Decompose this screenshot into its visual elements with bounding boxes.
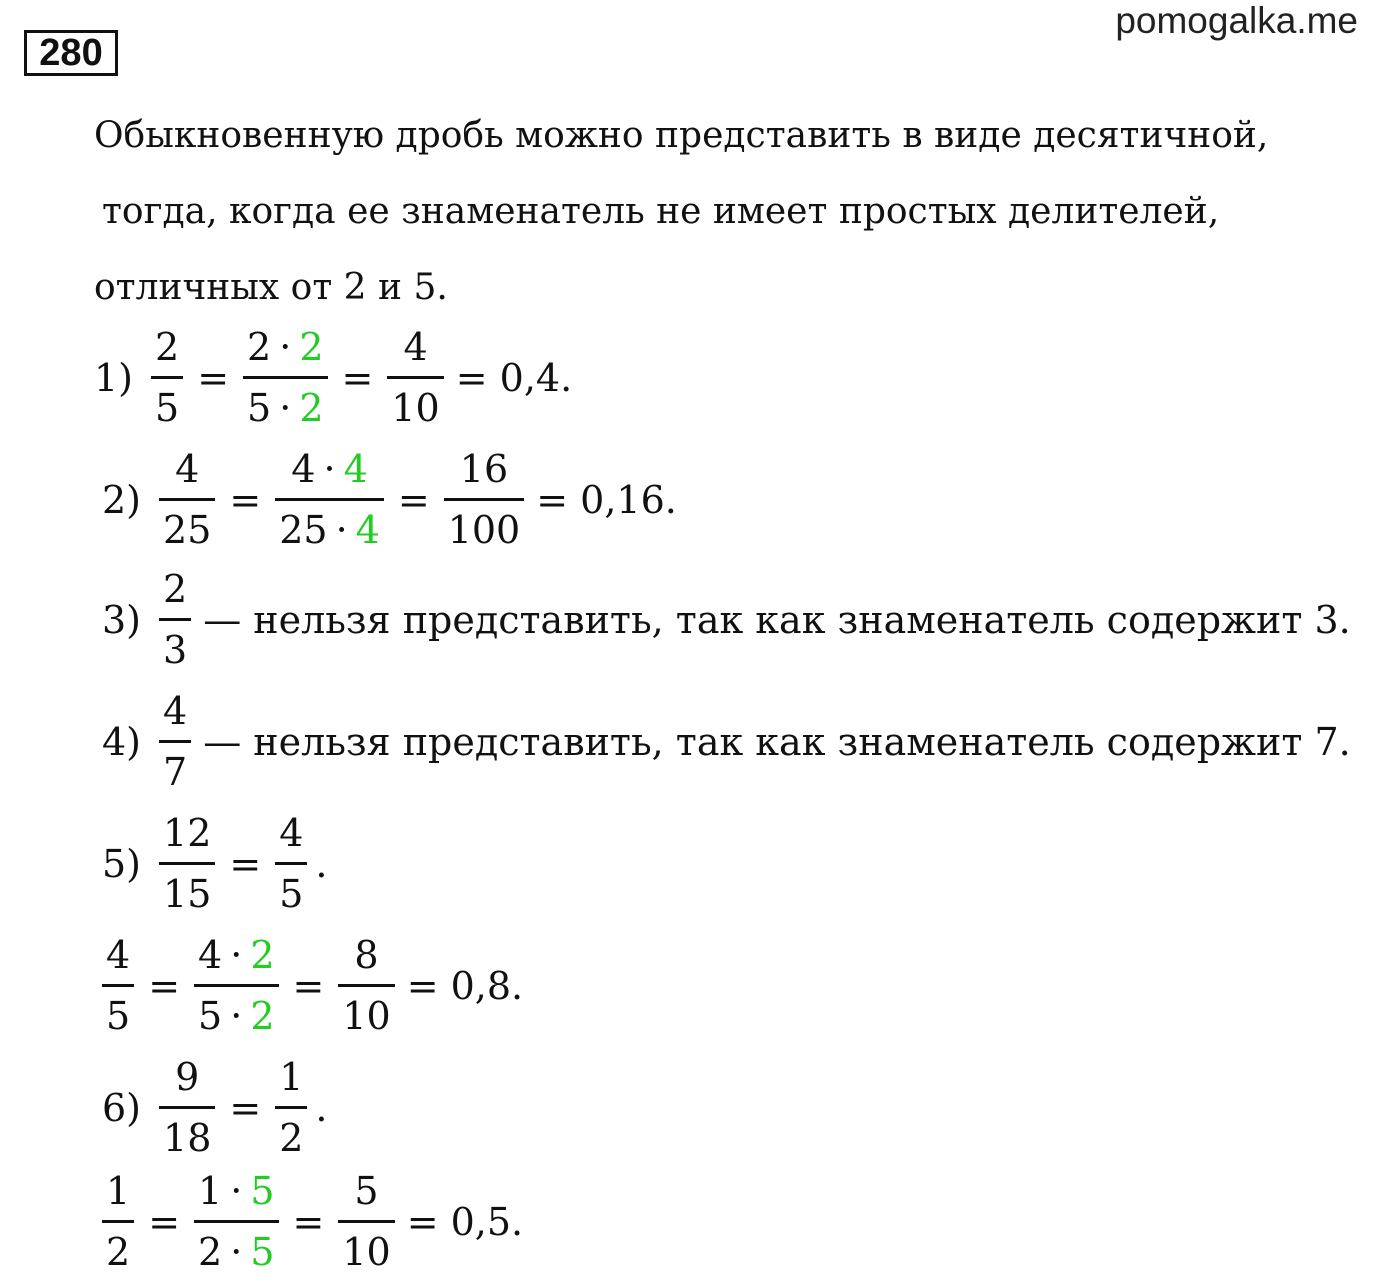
denominator: 2 xyxy=(106,1230,131,1274)
fraction xyxy=(387,318,443,437)
multiply-dot: · xyxy=(279,386,292,430)
highlight-factor: 2 xyxy=(250,994,275,1038)
factor: 5 xyxy=(198,994,223,1038)
denominator: 10 xyxy=(391,386,440,430)
item-label: 4) xyxy=(102,719,142,764)
item-label: 3) xyxy=(102,597,142,642)
fraction xyxy=(243,318,327,437)
item-label: 5) xyxy=(102,841,142,886)
highlight-factor: 4 xyxy=(355,508,380,552)
equals-sign: = xyxy=(148,1199,181,1244)
equals-sign: = xyxy=(148,963,181,1008)
numerator: 16 xyxy=(459,447,509,491)
explanation: — нельзя представить, так как знаменатель содержит 7. xyxy=(203,719,1351,764)
denominator: 100 xyxy=(447,508,521,552)
highlight-factor: 5 xyxy=(250,1169,275,1213)
numerator: 4 xyxy=(106,933,131,977)
fraction xyxy=(159,804,215,923)
result: = 0,16. xyxy=(536,477,677,522)
multiply-dot: · xyxy=(335,508,348,552)
equals-sign: = xyxy=(397,477,430,522)
fraction xyxy=(444,440,525,559)
equals-sign: = xyxy=(197,355,230,400)
multiply-dot: · xyxy=(230,994,243,1038)
fraction xyxy=(338,926,394,1045)
factor: 2 xyxy=(198,1230,223,1274)
denominator: 10 xyxy=(342,1230,391,1274)
denominator: 15 xyxy=(163,872,212,916)
factor: 4 xyxy=(291,447,316,491)
factor: 1 xyxy=(198,1169,223,1213)
multiply-dot: · xyxy=(323,447,336,491)
fraction xyxy=(159,682,191,801)
task-number: 280 xyxy=(24,30,118,76)
numerator: 4 xyxy=(403,325,428,369)
item-2 xyxy=(102,440,677,559)
numerator: 4 xyxy=(163,689,188,733)
fraction xyxy=(159,1048,215,1167)
denominator: 2 xyxy=(279,1116,304,1160)
highlight-factor: 4 xyxy=(343,447,368,491)
denominator xyxy=(275,501,384,559)
period: . xyxy=(315,1085,328,1130)
equals-sign: = xyxy=(341,355,374,400)
multiply-dot: · xyxy=(230,1169,243,1213)
numerator xyxy=(243,318,327,376)
numerator: 2 xyxy=(155,325,180,369)
factor: 2 xyxy=(247,325,272,369)
denominator: 7 xyxy=(163,750,188,794)
fraction xyxy=(151,318,183,437)
denominator: 5 xyxy=(279,872,304,916)
numerator: 4 xyxy=(175,447,200,491)
numerator: 1 xyxy=(279,1055,304,1099)
highlight-factor: 2 xyxy=(299,386,324,430)
numerator: 9 xyxy=(175,1055,200,1099)
numerator xyxy=(287,440,371,498)
equals-sign: = xyxy=(229,1085,262,1130)
highlight-factor: 2 xyxy=(299,325,324,369)
factor: 5 xyxy=(247,386,272,430)
fraction xyxy=(275,440,384,559)
site-watermark: pomogalka.me xyxy=(1115,0,1358,41)
equals-sign: = xyxy=(292,963,325,1008)
intro-line-2: тогда, когда ее знаменатель не имеет простых делителей, xyxy=(102,191,1220,232)
fraction xyxy=(102,1162,134,1281)
fraction xyxy=(102,926,134,1045)
numerator xyxy=(194,1162,278,1220)
multiply-dot: · xyxy=(230,1230,243,1274)
intro-line-3: отличных от 2 и 5. xyxy=(94,267,448,308)
denominator: 25 xyxy=(163,508,212,552)
denominator: 5 xyxy=(106,994,131,1038)
denominator xyxy=(194,987,278,1045)
equals-sign: = xyxy=(229,477,262,522)
item-1 xyxy=(94,318,572,437)
fraction xyxy=(159,560,191,679)
explanation: — нельзя представить, так как знаменатель содержит 3. xyxy=(203,597,1351,642)
factor: 25 xyxy=(279,508,328,552)
item-label: 1) xyxy=(94,355,134,400)
item-6-conversion xyxy=(94,1162,523,1281)
intro-line-1: Обыкновенную дробь можно представить в виде десятичной, xyxy=(94,115,1269,156)
equals-sign: = xyxy=(292,1199,325,1244)
fraction xyxy=(159,440,215,559)
item-label: 6) xyxy=(102,1085,142,1130)
item-4 xyxy=(102,682,1351,801)
numerator: 2 xyxy=(163,567,188,611)
multiply-dot: · xyxy=(279,325,292,369)
fraction xyxy=(275,1048,307,1167)
denominator: 10 xyxy=(342,994,391,1038)
highlight-factor: 2 xyxy=(250,933,275,977)
intro-text xyxy=(94,98,1268,326)
multiply-dot: · xyxy=(230,933,243,977)
fraction xyxy=(338,1162,394,1281)
equals-sign: = xyxy=(229,841,262,886)
period: . xyxy=(315,841,328,886)
result: = 0,8. xyxy=(406,963,524,1008)
item-3 xyxy=(102,560,1351,679)
fraction xyxy=(194,1162,278,1281)
item-5 xyxy=(102,804,328,923)
factor: 4 xyxy=(198,933,223,977)
item-6 xyxy=(102,1048,328,1167)
item-label: 2) xyxy=(102,477,142,522)
denominator xyxy=(194,1223,278,1281)
numerator: 12 xyxy=(163,811,212,855)
fraction xyxy=(194,926,278,1045)
result: = 0,4. xyxy=(455,355,573,400)
denominator: 3 xyxy=(163,628,188,672)
numerator xyxy=(194,926,278,984)
fraction xyxy=(275,804,307,923)
numerator: 1 xyxy=(106,1169,131,1213)
highlight-factor: 5 xyxy=(250,1230,275,1274)
denominator: 5 xyxy=(155,386,180,430)
denominator: 18 xyxy=(163,1116,212,1160)
denominator xyxy=(243,379,327,437)
item-5-conversion xyxy=(94,926,523,1045)
numerator: 4 xyxy=(279,811,304,855)
numerator: 5 xyxy=(354,1169,379,1213)
numerator: 8 xyxy=(354,933,379,977)
result: = 0,5. xyxy=(406,1199,524,1244)
